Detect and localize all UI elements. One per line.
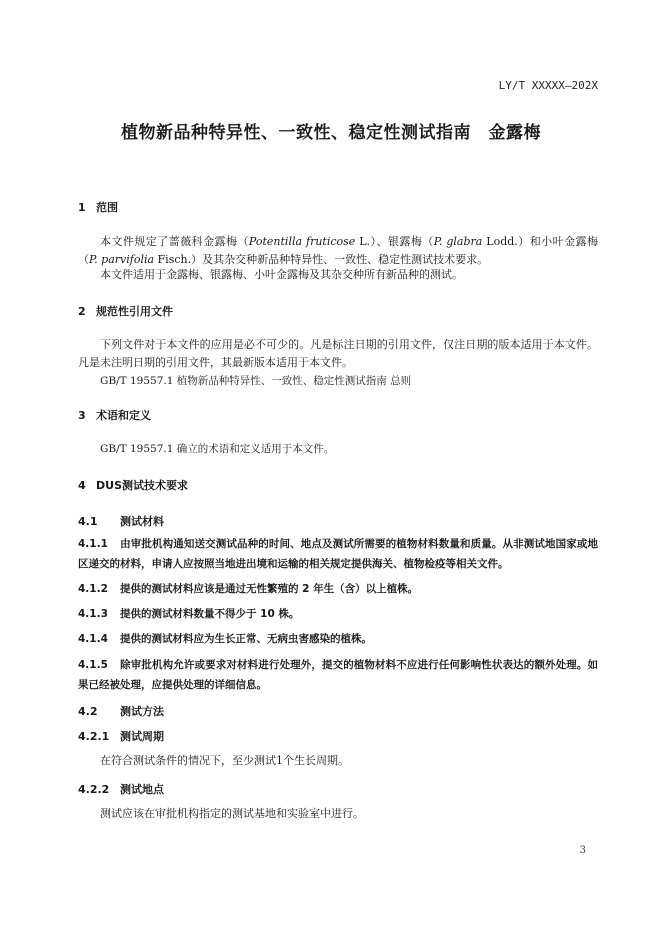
section-title: DUS测试技术要求	[96, 479, 188, 492]
item-number: 4.1.2	[78, 583, 108, 595]
section-title: 规范性引用文件	[96, 305, 173, 318]
text-run: Fisch.）及其杂交种新品种特异性、一致性、稳定性测试技术要求。	[154, 253, 489, 266]
item-number: 4.1.1	[78, 538, 108, 550]
section-number: 4	[78, 479, 86, 492]
section-number: 4.2.2	[78, 783, 110, 796]
text-run: 本文件规定了蔷薇科金露梅（	[100, 235, 249, 248]
section-4-2-1-heading	[78, 728, 164, 744]
item-number: 4.1.5	[78, 659, 108, 671]
section-number: 4.1	[78, 515, 98, 528]
page-number: 3	[579, 845, 586, 856]
test-location-paragraph: 测试应该在审批机构指定的测试基地和实验室中进行。	[100, 807, 364, 820]
item-4-1-2	[78, 579, 598, 599]
item-4-1-3	[78, 604, 598, 624]
scope-paragraph-2: 本文件适用于金露梅、银露梅、小叶金露梅及其杂交种所有新品种的测试。	[100, 268, 463, 281]
section-title: 术语和定义	[96, 409, 151, 422]
section-3-heading	[78, 407, 151, 423]
item-text: 提供的测试材料应为生长正常、无病虫害感染的植株。	[120, 633, 372, 645]
section-title: 测试周期	[120, 730, 164, 743]
latin-name: P. parvifolia	[89, 253, 155, 266]
section-4-2-2-heading	[78, 781, 164, 797]
item-number: 4.1.3	[78, 608, 108, 620]
document-title: 植物新品种特异性、一致性、稳定性测试指南 金露梅	[121, 123, 541, 143]
section-number: 1	[78, 201, 86, 214]
item-4-1-5	[78, 655, 598, 695]
scope-paragraph-1	[78, 233, 598, 269]
references-paragraph-2: GB/T 19557.1 植物新品种特异性、一致性、稳定性测试指南 总则	[100, 375, 412, 387]
text-run: Lodd.）和小叶金露梅（	[78, 235, 598, 266]
item-text: 除审批机构允许或要求对材料进行处理外，提交的植物材料不应进行任何影响性状表达的额外处理。如果已经被处理，应提供处理的详细信息。	[78, 659, 598, 691]
section-4-2-heading	[78, 703, 164, 719]
item-text: 由审批机构通知送交测试品种的时间、地点及测试所需要的植物材料数量和质量。从非测试地国家或地区递交的材料，申请人应按照当地进出境和运输的相关规定提供海关、植物检疫等相关文件。	[78, 538, 598, 570]
standard-code: LY/T XXXXX—202X	[498, 79, 598, 92]
section-number: 2	[78, 305, 86, 318]
item-text: 提供的测试材料数量不得少于 10 株。	[120, 608, 300, 620]
section-number: 4.2.1	[78, 730, 110, 743]
item-4-1-1	[78, 534, 598, 574]
test-cycle-paragraph: 在符合测试条件的情况下，至少测试1个生长周期。	[100, 754, 349, 767]
section-4-heading	[78, 477, 188, 493]
terms-paragraph: GB/T 19557.1 确立的术语和定义适用于本文件。	[100, 443, 335, 455]
section-2-heading	[78, 303, 173, 319]
section-title: 测试材料	[120, 515, 164, 528]
section-title: 测试地点	[120, 783, 164, 796]
item-4-1-4	[78, 629, 598, 649]
latin-name: P. glabra	[433, 235, 483, 248]
section-title: 测试方法	[120, 705, 164, 718]
section-title: 范围	[96, 201, 118, 214]
item-number: 4.1.4	[78, 633, 108, 645]
text-run: L.）、银露梅（	[355, 235, 434, 248]
latin-name: Potentilla fruticose	[248, 235, 356, 248]
references-paragraph-1: 下列文件对于本文件的应用是必不可少的。凡是标注日期的引用文件，仅注日期的版本适用于本文件。凡是未注明日期的引用文件，其最新版本适用于本文件。	[78, 338, 598, 369]
section-number: 3	[78, 409, 86, 422]
item-text: 提供的测试材料应该是通过无性繁殖的 2 年生（含）以上植株。	[120, 583, 419, 595]
section-4-1-heading	[78, 513, 164, 529]
section-1-heading	[78, 199, 118, 215]
section-number: 4.2	[78, 705, 98, 718]
